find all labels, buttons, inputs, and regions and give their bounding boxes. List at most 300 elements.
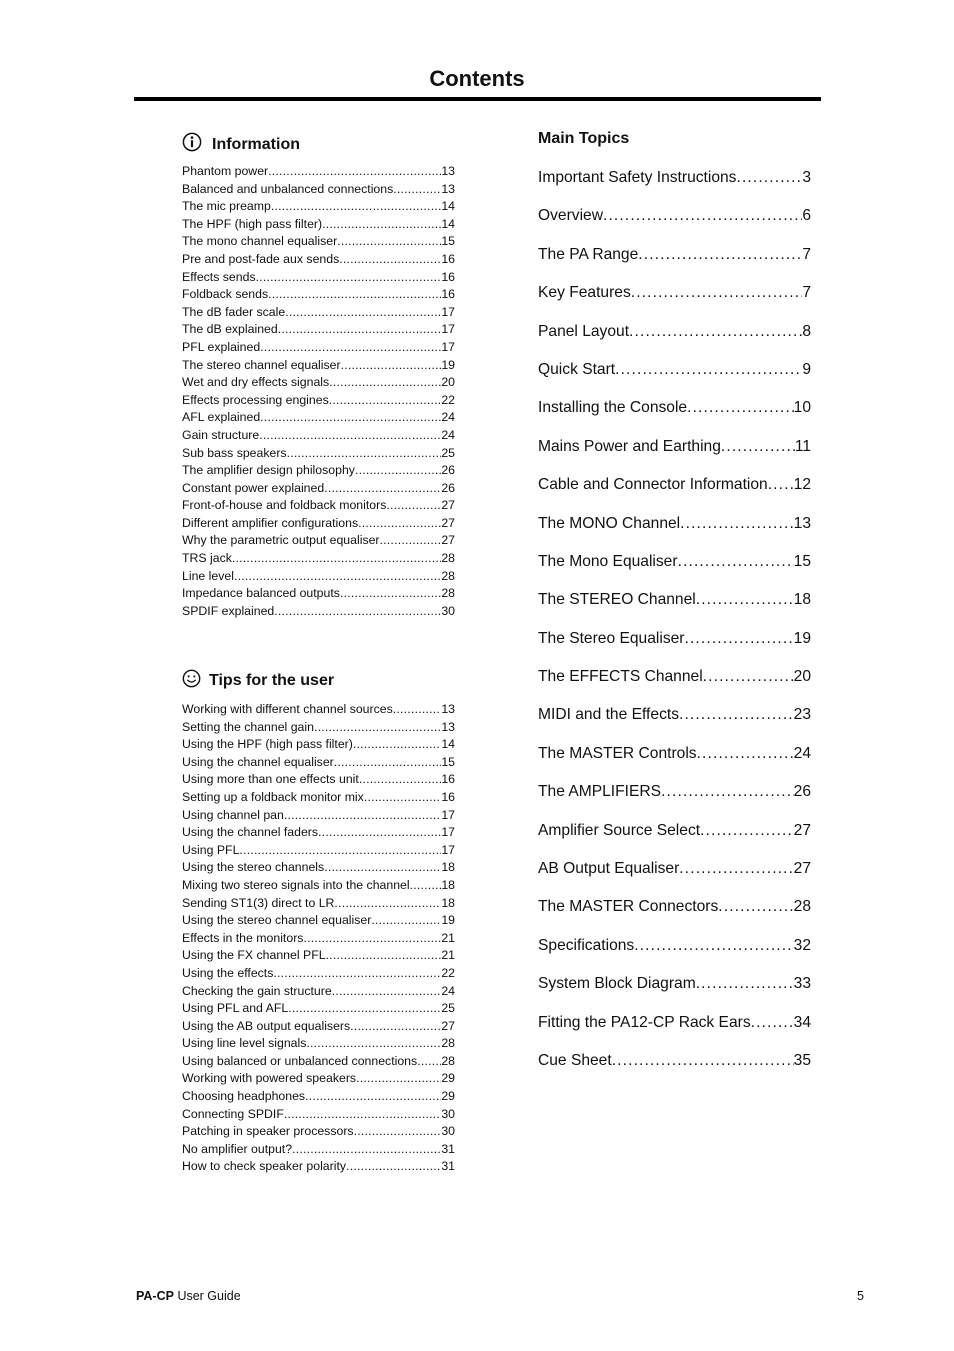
dot-leader xyxy=(303,930,441,948)
toc-entry-label: Connecting SPDIF xyxy=(182,1106,284,1121)
toc-entry-label: Installing the Console xyxy=(538,399,688,417)
toc-entry-label: Foldback sends xyxy=(182,287,269,302)
toc-entry-page: 26 xyxy=(793,783,811,801)
dot-leader xyxy=(324,859,441,877)
toc-entry[interactable] xyxy=(182,719,455,737)
dot-leader xyxy=(288,1000,441,1018)
toc-entry[interactable] xyxy=(182,568,455,586)
dot-leader xyxy=(329,392,442,410)
toc-entry-page: 16 xyxy=(441,287,455,302)
toc-entry-page: 28 xyxy=(441,586,455,601)
dot-leader xyxy=(324,480,441,498)
toc-entry-page: 24 xyxy=(441,427,455,442)
toc-entry-label: The EFFECTS Channel xyxy=(538,668,703,686)
toc-entry-label: Sub bass speakers xyxy=(182,445,287,460)
toc-entry[interactable] xyxy=(182,895,455,913)
dot-leader xyxy=(679,701,794,729)
dot-leader xyxy=(322,216,441,234)
toc-entry-label: Using the effects xyxy=(182,965,274,980)
toc-entry[interactable] xyxy=(182,532,455,550)
toc-entry-page: 17 xyxy=(441,825,455,840)
toc-entry-page: 13 xyxy=(441,702,455,716)
toc-entry-page: 25 xyxy=(441,445,455,460)
toc-entry[interactable] xyxy=(538,356,811,394)
toc-entry-page: 24 xyxy=(793,744,811,762)
toc-entry-page: 26 xyxy=(441,480,455,495)
toc-entry-label: The MASTER Controls xyxy=(538,744,697,762)
toc-entry-page: 13 xyxy=(793,514,811,532)
toc-entry[interactable] xyxy=(182,1158,455,1176)
information-heading xyxy=(182,132,300,157)
toc-entry[interactable] xyxy=(182,1088,455,1106)
dot-leader xyxy=(393,701,442,719)
dot-leader xyxy=(268,163,441,181)
toc-entry-label: The stereo channel equaliser xyxy=(182,357,341,372)
toc-entry[interactable] xyxy=(538,510,811,548)
dot-leader xyxy=(355,462,441,480)
toc-entry-label: The dB fader scale xyxy=(182,304,286,319)
toc-entry[interactable] xyxy=(182,736,455,754)
dot-leader xyxy=(685,625,794,653)
toc-entry-page: 28 xyxy=(793,898,811,916)
dot-leader xyxy=(305,1088,441,1106)
dot-leader xyxy=(687,394,794,422)
toc-entry[interactable] xyxy=(182,585,455,603)
dot-leader xyxy=(292,1141,441,1159)
dot-leader xyxy=(339,251,441,269)
toc-entry[interactable] xyxy=(182,321,455,339)
dot-leader xyxy=(680,510,794,538)
dot-leader xyxy=(329,374,441,392)
toc-entry[interactable] xyxy=(182,1123,455,1141)
toc-entry-label: Using balanced or unbalanced connections xyxy=(182,1053,418,1068)
dot-leader xyxy=(318,824,441,842)
dot-leader xyxy=(417,1053,441,1071)
dot-leader xyxy=(334,895,441,913)
toc-entry-page: 26 xyxy=(441,463,455,478)
dot-leader xyxy=(678,548,794,576)
toc-entry[interactable] xyxy=(182,374,455,392)
toc-entry-label: The Stereo Equaliser xyxy=(538,629,685,647)
toc-entry-label: Using the channel equaliser xyxy=(182,754,334,769)
dot-leader xyxy=(679,855,793,883)
toc-entry-page: 14 xyxy=(441,216,455,231)
footer-guide-title xyxy=(136,1289,241,1303)
toc-entry-label: Constant power explained xyxy=(182,480,325,495)
toc-entry-label: Front-of-house and foldback monitors xyxy=(182,498,387,513)
toc-entry-page: 28 xyxy=(441,1053,455,1068)
toc-entry-label: The AMPLIFIERS xyxy=(538,783,662,801)
toc-entry-page: 15 xyxy=(793,552,811,570)
toc-entry-label: Using line level signals xyxy=(182,1036,307,1051)
dot-leader xyxy=(259,427,441,445)
dot-leader xyxy=(334,754,442,772)
toc-entry-label: Setting up a foldback monitor mix xyxy=(182,789,364,804)
toc-entry-label: Cue Sheet xyxy=(538,1051,612,1069)
toc-entry[interactable] xyxy=(182,1000,455,1018)
toc-entry[interactable] xyxy=(182,824,455,842)
toc-entry-label: Specifications xyxy=(538,936,635,954)
toc-entry-page: 28 xyxy=(441,1036,455,1051)
toc-entry-page: 30 xyxy=(441,1106,455,1121)
toc-entry-label: Using more than one effects unit xyxy=(182,772,359,787)
toc-entry-label: Phantom power xyxy=(182,164,269,178)
toc-entry[interactable] xyxy=(538,318,811,356)
toc-entry[interactable] xyxy=(182,1053,455,1071)
toc-entry-page: 27 xyxy=(441,1018,455,1033)
toc-entry-page: 15 xyxy=(441,754,455,769)
dot-leader xyxy=(260,409,441,427)
toc-entry-label: The dB explained xyxy=(182,322,278,337)
toc-entry-label: System Block Diagram xyxy=(538,975,696,993)
toc-entry-label: Panel Layout xyxy=(538,322,630,340)
dot-leader xyxy=(364,789,442,807)
tips-heading xyxy=(182,669,334,693)
toc-entry[interactable] xyxy=(182,233,455,251)
toc-entry[interactable] xyxy=(538,817,811,855)
toc-entry[interactable] xyxy=(538,970,811,1008)
toc-entry-label: Line level xyxy=(182,568,234,583)
toc-entry-page: 20 xyxy=(441,375,455,390)
toc-entry-page: 13 xyxy=(441,164,455,178)
toc-entry-page: 13 xyxy=(441,719,455,734)
toc-entry[interactable] xyxy=(182,409,455,427)
toc-entry[interactable] xyxy=(538,586,811,624)
toc-entry-page: 31 xyxy=(441,1159,455,1174)
toc-entry[interactable] xyxy=(182,163,455,181)
toc-entry[interactable] xyxy=(182,701,455,719)
toc-entry[interactable] xyxy=(182,1070,455,1088)
dot-leader xyxy=(306,1035,441,1053)
toc-entry-label: Using the channel faders xyxy=(182,825,319,840)
toc-entry-page: 14 xyxy=(441,199,455,214)
toc-entry-page: 18 xyxy=(793,591,811,609)
dot-leader xyxy=(697,740,794,768)
toc-entry[interactable] xyxy=(182,754,455,772)
toc-entry-label: Using the AB output equalisers xyxy=(182,1018,351,1033)
toc-entry[interactable] xyxy=(182,304,455,322)
toc-entry-label: Choosing headphones xyxy=(182,1089,306,1104)
toc-entry-page: 24 xyxy=(441,410,455,425)
toc-entry-page: 28 xyxy=(441,551,455,566)
toc-entry-label: Pre and post-fade aux sends xyxy=(182,251,340,266)
toc-entry-page: 20 xyxy=(793,668,811,686)
toc-entry-page: 27 xyxy=(441,533,455,548)
toc-entry-label: The MASTER Connectors xyxy=(538,898,719,916)
toc-entry-label: AB Output Equaliser xyxy=(538,860,680,878)
dot-leader xyxy=(239,842,441,860)
toc-entry[interactable] xyxy=(538,701,811,739)
toc-entry-label: The STEREO Channel xyxy=(538,591,696,609)
dot-leader xyxy=(350,1018,441,1036)
toc-entry-label: Using the FX channel PFL xyxy=(182,948,326,963)
dot-leader xyxy=(314,719,441,737)
toc-entry[interactable] xyxy=(182,877,455,895)
toc-entry[interactable] xyxy=(182,947,455,965)
toc-entry-page: 16 xyxy=(441,269,455,284)
dot-leader xyxy=(326,947,442,965)
dot-leader xyxy=(768,471,794,499)
dot-leader xyxy=(380,532,442,550)
dot-leader xyxy=(278,321,442,339)
dot-leader xyxy=(638,241,802,269)
toc-entry-label: The mono channel equaliser xyxy=(182,234,338,249)
dot-leader xyxy=(234,568,441,586)
toc-entry[interactable] xyxy=(182,480,455,498)
dot-leader xyxy=(661,778,794,806)
toc-entry[interactable] xyxy=(538,394,811,432)
title-rule xyxy=(134,97,821,101)
toc-entry[interactable] xyxy=(538,241,811,279)
toc-entry-label: Key Features xyxy=(538,284,631,302)
toc-entry-page: 14 xyxy=(441,737,455,752)
toc-entry[interactable] xyxy=(182,198,455,216)
toc-entry[interactable] xyxy=(182,286,455,304)
toc-entry-page: 17 xyxy=(441,304,455,319)
toc-entry[interactable] xyxy=(182,515,455,533)
toc-entry-label: The Mono Equaliser xyxy=(538,552,678,570)
toc-entry[interactable] xyxy=(538,663,811,701)
information-list xyxy=(182,163,455,620)
toc-entry-page: 27 xyxy=(793,860,811,878)
toc-entry-label: Overview xyxy=(538,207,603,225)
dot-leader xyxy=(358,515,441,533)
toc-entry-page: 22 xyxy=(441,965,455,980)
toc-entry-label: Mains Power and Earthing xyxy=(538,437,721,455)
toc-entry-label: Effects in the monitors xyxy=(182,930,304,945)
dot-leader xyxy=(736,164,802,192)
dot-leader xyxy=(612,1047,794,1075)
toc-entry[interactable] xyxy=(182,789,455,807)
toc-entry-page: 19 xyxy=(793,629,811,647)
toc-entry[interactable] xyxy=(182,550,455,568)
toc-entry-label: Impedance balanced outputs xyxy=(182,586,340,601)
toc-entry-page: 27 xyxy=(441,498,455,513)
toc-entry-page: 31 xyxy=(441,1141,455,1156)
toc-entry-page: 28 xyxy=(441,568,455,583)
toc-entry[interactable] xyxy=(182,965,455,983)
toc-entry[interactable] xyxy=(182,983,455,1001)
toc-entry-label: Working with different channel sources xyxy=(182,702,393,716)
toc-entry[interactable] xyxy=(538,1009,811,1047)
toc-entry-label: Fitting the PA12-CP Rack Ears xyxy=(538,1013,751,1031)
toc-entry-page: 34 xyxy=(793,1013,811,1031)
toc-entry-label: How to check speaker polarity xyxy=(182,1159,347,1174)
toc-entry[interactable] xyxy=(182,807,455,825)
toc-entry-page: 17 xyxy=(441,339,455,354)
dot-leader xyxy=(260,339,441,357)
dot-leader xyxy=(341,357,442,375)
toc-entry[interactable] xyxy=(182,1018,455,1036)
toc-entry[interactable] xyxy=(182,859,455,877)
toc-entry-page: 35 xyxy=(793,1051,811,1069)
toc-entry[interactable] xyxy=(538,893,811,931)
info-icon xyxy=(182,132,202,157)
dot-leader xyxy=(353,736,441,754)
toc-entry-label: SPDIF explained xyxy=(182,603,275,618)
dot-leader xyxy=(284,1106,441,1124)
toc-entry-label: Gain structure xyxy=(182,427,260,442)
toc-entry-label: Using the stereo channel equaliser xyxy=(182,913,372,928)
page-title: Contents xyxy=(429,66,525,91)
toc-entry-label: Important Safety Instructions xyxy=(538,169,737,186)
toc-entry-label: Using PFL and AFL xyxy=(182,1001,289,1016)
footer-page-number: 5 xyxy=(857,1289,864,1303)
dot-leader xyxy=(256,269,442,287)
toc-entry[interactable] xyxy=(182,445,455,463)
toc-entry[interactable] xyxy=(538,778,811,816)
toc-entry-label: No amplifier output? xyxy=(182,1141,293,1156)
footer-guide: User Guide xyxy=(173,1289,241,1303)
toc-entry-label: Mixing two stereo signals into the channel xyxy=(182,877,410,892)
dot-leader xyxy=(284,807,441,825)
toc-entry[interactable] xyxy=(538,1047,811,1085)
toc-entry[interactable] xyxy=(182,392,455,410)
dot-leader xyxy=(356,1070,441,1088)
toc-entry-page: 17 xyxy=(441,807,455,822)
toc-entry-page: 12 xyxy=(793,476,811,494)
toc-entry-page: 17 xyxy=(441,322,455,337)
toc-entry-page: 29 xyxy=(441,1089,455,1104)
toc-entry-page: 27 xyxy=(793,821,811,839)
dot-leader xyxy=(721,433,795,461)
toc-entry-label: The mic preamp xyxy=(182,199,271,214)
toc-entry-page: 27 xyxy=(441,515,455,530)
dot-leader xyxy=(700,817,794,845)
toc-entry[interactable] xyxy=(538,433,811,471)
toc-entry-label: The HPF (high pass filter) xyxy=(182,216,323,231)
dot-leader xyxy=(337,233,441,251)
toc-entry-page: 16 xyxy=(441,251,455,266)
toc-entry[interactable] xyxy=(182,462,455,480)
dot-leader xyxy=(603,202,802,230)
toc-entry-label: Amplifier Source Select xyxy=(538,821,701,839)
toc-entry-label: AFL explained xyxy=(182,410,261,425)
toc-entry-label: Effects sends xyxy=(182,269,256,284)
toc-entry[interactable] xyxy=(538,471,811,509)
toc-entry[interactable] xyxy=(538,855,811,893)
toc-entry[interactable] xyxy=(182,771,455,789)
toc-entry-page: 6 xyxy=(802,207,811,225)
main-topics-heading: Main Topics xyxy=(538,130,630,147)
toc-entry[interactable] xyxy=(538,932,811,970)
toc-entry-page: 13 xyxy=(441,181,455,196)
toc-entry-page: 32 xyxy=(793,936,811,954)
toc-entry-label: The PA Range xyxy=(538,245,639,263)
toc-entry-page: 23 xyxy=(793,706,811,724)
toc-entry-page: 30 xyxy=(441,1124,455,1139)
toc-entry[interactable] xyxy=(182,912,455,930)
toc-entry[interactable] xyxy=(538,740,811,778)
toc-entry-label: Working with powered speakers xyxy=(182,1071,357,1086)
toc-entry[interactable] xyxy=(182,930,455,948)
toc-entry-label: Sending ST1(3) direct to LR xyxy=(182,895,335,910)
toc-entry[interactable] xyxy=(182,427,455,445)
toc-entry[interactable] xyxy=(538,202,811,240)
toc-entry-label: The amplifier design philosophy xyxy=(182,463,355,478)
dot-leader xyxy=(615,356,802,384)
toc-entry-label: Cable and Connector Information xyxy=(538,476,768,494)
toc-entry-page: 10 xyxy=(793,399,811,417)
toc-entry[interactable] xyxy=(538,548,811,586)
toc-entry-page: 25 xyxy=(441,1001,455,1016)
toc-entry-page: 21 xyxy=(441,930,455,945)
dot-leader xyxy=(332,983,442,1001)
dot-leader xyxy=(340,585,441,603)
toc-entry-label: Balanced and unbalanced connections xyxy=(182,181,394,196)
toc-entry[interactable] xyxy=(182,603,455,621)
toc-entry[interactable] xyxy=(182,1141,455,1159)
toc-entry-label: Using the HPF (high pass filter) xyxy=(182,737,353,752)
toc-entry[interactable] xyxy=(182,269,455,287)
dot-leader xyxy=(268,286,441,304)
toc-entry-label: Different amplifier configurations xyxy=(182,515,359,530)
toc-entry-label: Wet and dry effects signals xyxy=(182,375,330,390)
dot-leader xyxy=(703,663,794,691)
toc-entry[interactable] xyxy=(182,497,455,515)
toc-entry[interactable] xyxy=(538,279,811,317)
toc-entry-page: 24 xyxy=(441,983,455,998)
smiley-icon xyxy=(182,669,201,693)
dot-leader xyxy=(232,550,441,568)
toc-entry[interactable] xyxy=(182,1106,455,1124)
toc-entry[interactable] xyxy=(538,625,811,663)
toc-entry[interactable] xyxy=(182,251,455,269)
toc-entry-page: 19 xyxy=(441,913,455,928)
toc-entry-page: 33 xyxy=(793,975,811,993)
toc-entry-label: Using channel pan xyxy=(182,807,284,822)
dot-leader xyxy=(271,198,441,216)
dot-leader xyxy=(696,586,794,614)
toc-entry[interactable] xyxy=(538,164,811,202)
dot-leader xyxy=(354,1123,442,1141)
toc-entry-label: MIDI and the Effects xyxy=(538,706,679,724)
dot-leader xyxy=(274,603,441,621)
toc-entry[interactable] xyxy=(182,842,455,860)
toc-entry-label: Using the stereo channels xyxy=(182,860,325,875)
toc-entry[interactable] xyxy=(182,357,455,375)
toc-entry-page: 16 xyxy=(441,772,455,787)
dot-leader xyxy=(718,893,793,921)
toc-entry-label: The MONO Channel xyxy=(538,514,681,532)
toc-entry[interactable] xyxy=(182,181,455,199)
dot-leader xyxy=(273,965,441,983)
dot-leader xyxy=(410,877,442,895)
toc-entry-label: Checking the gain structure xyxy=(182,983,332,998)
toc-entry-label: Using PFL xyxy=(182,842,240,857)
dot-leader xyxy=(287,445,442,463)
toc-entry[interactable] xyxy=(182,339,455,357)
toc-entry[interactable] xyxy=(182,216,455,234)
toc-entry-page: 17 xyxy=(441,842,455,857)
toc-entry[interactable] xyxy=(182,1035,455,1053)
toc-entry-page: 15 xyxy=(441,234,455,249)
toc-entry-label: Why the parametric output equaliser xyxy=(182,533,380,548)
toc-entry-label: TRS jack xyxy=(182,551,232,566)
dot-leader xyxy=(751,1009,794,1037)
toc-entry-label: PFL explained xyxy=(182,339,261,354)
dot-leader xyxy=(393,181,441,199)
footer-product: PA-CP xyxy=(136,1289,174,1303)
toc-entry-label: Patching in speaker processors xyxy=(182,1124,354,1139)
toc-entry-page: 19 xyxy=(441,357,455,372)
toc-entry-label: Setting the channel gain xyxy=(182,719,314,734)
dot-leader xyxy=(346,1158,441,1176)
toc-entry-page: 7 xyxy=(802,245,811,263)
toc-entry-page: 29 xyxy=(441,1071,455,1086)
dot-leader xyxy=(634,932,793,960)
information-heading-label: Information xyxy=(212,135,300,153)
